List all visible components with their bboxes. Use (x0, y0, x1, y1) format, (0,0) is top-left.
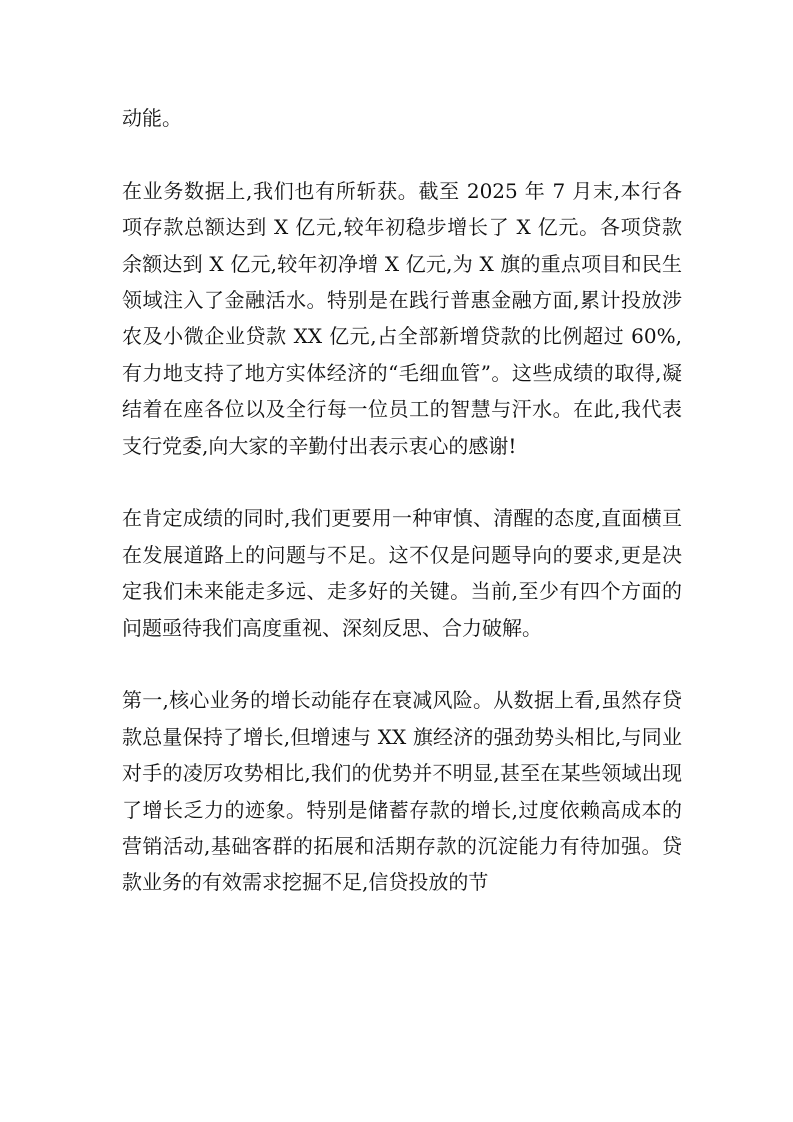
paragraph-business-data: 在业务数据上,我们也有所斩获。截至 2025 年 7 月末,本行各项存款总额达到 X 亿元,较年初稳步增长了 X 亿元。各项贷款余额达到 X 亿元,较年初净增 X 亿元,为 X 旗的重点项目和民生领域注入了金融活水。特别是在践行普惠金融方面,累计投放涉农及小微企业贷款 XX 亿元,占全部新增贷款的比例超过 60%,有力地支持了地方实体经济的“毛细血管”。这些成绩的取得,凝结着在座各位以及全行每一位员工的智慧与汗水。在此,我代表支行党委,向大家的辛勤付出表示衷心的感谢! (122, 178, 682, 458)
paragraph-first-problem: 第一,核心业务的增长动能存在衰减风险。从数据上看,虽然存贷款总量保持了增长,但增速与 XX 旗经济的强劲势头相比,与同业对手的凌厉攻势相比,我们的优势并不明显,甚至在某些领域出现了增长乏力的迹象。特别是储蓄存款的增长,过度依赖高成本的营销活动,基础客群的拓展和活期存款的沉淀能力有待加强。贷款业务的有效需求挖掘不足,信贷投放的节 (122, 688, 682, 895)
document-body (122, 100, 682, 901)
paragraph-continuation: 动能。 (122, 106, 182, 130)
paragraph-problems-intro: 在肯定成绩的同时,我们更要用一种审慎、清醒的态度,直面横亘在发展道路上的问题与不足。这不仅是问题导向的要求,更是决定我们未来能走多远、走多好的关键。当前,至少有四个方面的问题亟待我们高度重视、深刻反思、合力破解。 (122, 506, 682, 640)
